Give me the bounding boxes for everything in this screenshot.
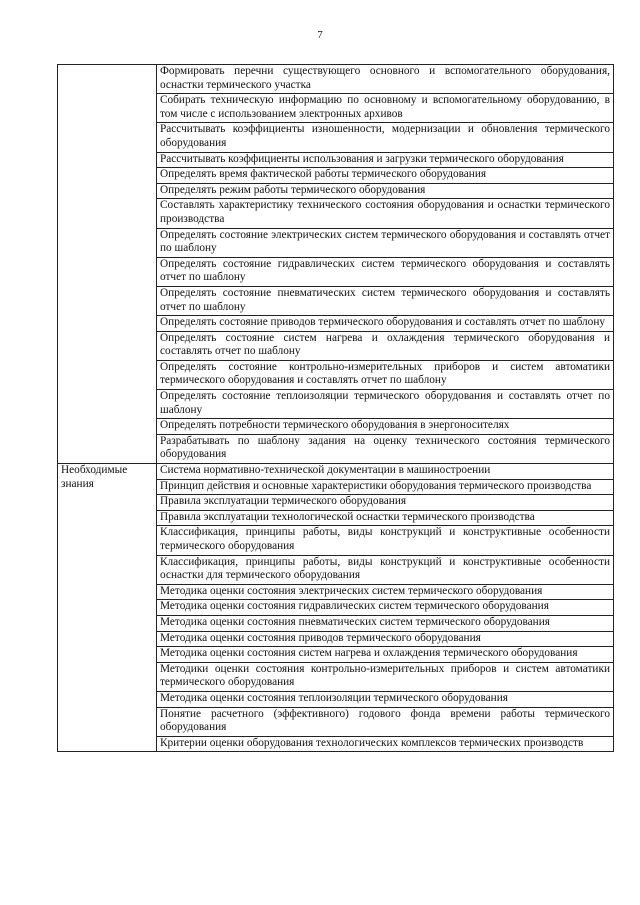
requirements-table [57, 64, 614, 752]
table-cell-item: Определять состояние контрольно-измерительных приборов и систем автоматики термического оборудования и составлять отчет по шаблону [157, 360, 614, 389]
table-cell-item: Классификация, принципы работы, виды конструкций и конструктивные особенности оснастки для термического оборудования [157, 555, 614, 584]
requirements-table-body [58, 65, 614, 752]
table-cell-item: Формировать перечни существующего основного и вспомогательного оборудования, оснастки термического участка [157, 65, 614, 94]
section-label: Необходимые знания [58, 464, 157, 752]
table-cell-item: Методики оценки состояния контрольно-измерительных приборов и систем автоматики термического оборудования [157, 662, 614, 691]
table-cell-item: Собирать техническую информацию по основному и вспомогательному оборудованию, в том числе с использованием электронных архивов [157, 94, 614, 123]
table-cell-item: Критерии оценки оборудования технологических комплексов термических производств [157, 736, 614, 752]
table-row [58, 464, 614, 480]
table-cell-item: Определять состояние теплоизоляции термического оборудования и составлять отчет по шаблону [157, 390, 614, 419]
table-cell-item: Методика оценки состояния теплоизоляции термического оборудования [157, 691, 614, 707]
table-cell-item: Определять состояние приводов термического оборудования и составлять отчет по шаблону [157, 316, 614, 332]
table-cell-item: Рассчитывать коэффициенты использования и загрузки термического оборудования [157, 152, 614, 168]
table-cell-item: Определять потребности термического оборудования в энергоносителях [157, 419, 614, 435]
table-cell-item: Правила эксплуатации технологической оснастки термического производства [157, 510, 614, 526]
table-cell-item: Методика оценки состояния систем нагрева и охлаждения термического оборудования [157, 647, 614, 663]
table-cell-item: Понятие расчетного (эффективного) годового фонда времени работы термического оборудования [157, 707, 614, 736]
table-cell-item: Определять состояние электрических систем термического оборудования и составлять отчет по шаблону [157, 228, 614, 257]
table-cell-item: Определять время фактической работы термического оборудования [157, 168, 614, 184]
table-cell-item: Определять состояние систем нагрева и охлаждения термического оборудования и составлять отчет по шаблону [157, 331, 614, 360]
table-cell-item: Составлять характеристику технического состояния оборудования и оснастки термического производства [157, 199, 614, 228]
table-cell-item: Методика оценки состояния гидравлических систем термического оборудования [157, 600, 614, 616]
table-cell-item: Разрабатывать по шаблону задания на оценку технического состояния термического оборудования [157, 434, 614, 463]
section-label [58, 65, 157, 464]
table-cell-item: Методика оценки состояния пневматических систем термического оборудования [157, 615, 614, 631]
table-cell-item: Принцип действия и основные характеристики оборудования термического производства [157, 479, 614, 495]
table-cell-item: Классификация, принципы работы, виды конструкций и конструктивные особенности термического оборудования [157, 526, 614, 555]
page-number: 7 [317, 29, 323, 41]
table-cell-item: Методика оценки состояния электрических систем термического оборудования [157, 584, 614, 600]
table-cell-item: Определять состояние гидравлических систем термического оборудования и составлять отчет по шаблону [157, 257, 614, 286]
table-cell-item: Рассчитывать коэффициенты изношенности, модернизации и обновления термического оборудования [157, 123, 614, 152]
table-cell-item: Методика оценки состояния приводов термического оборудования [157, 631, 614, 647]
table-cell-item: Система нормативно-технической документации в машиностроении [157, 464, 614, 480]
table-cell-item: Правила эксплуатации термического оборудования [157, 495, 614, 511]
table-cell-item: Определять состояние пневматических систем термического оборудования и составлять отчет по шаблону [157, 286, 614, 315]
table-cell-item: Определять режим работы термического оборудования [157, 183, 614, 199]
table-row [58, 65, 614, 94]
